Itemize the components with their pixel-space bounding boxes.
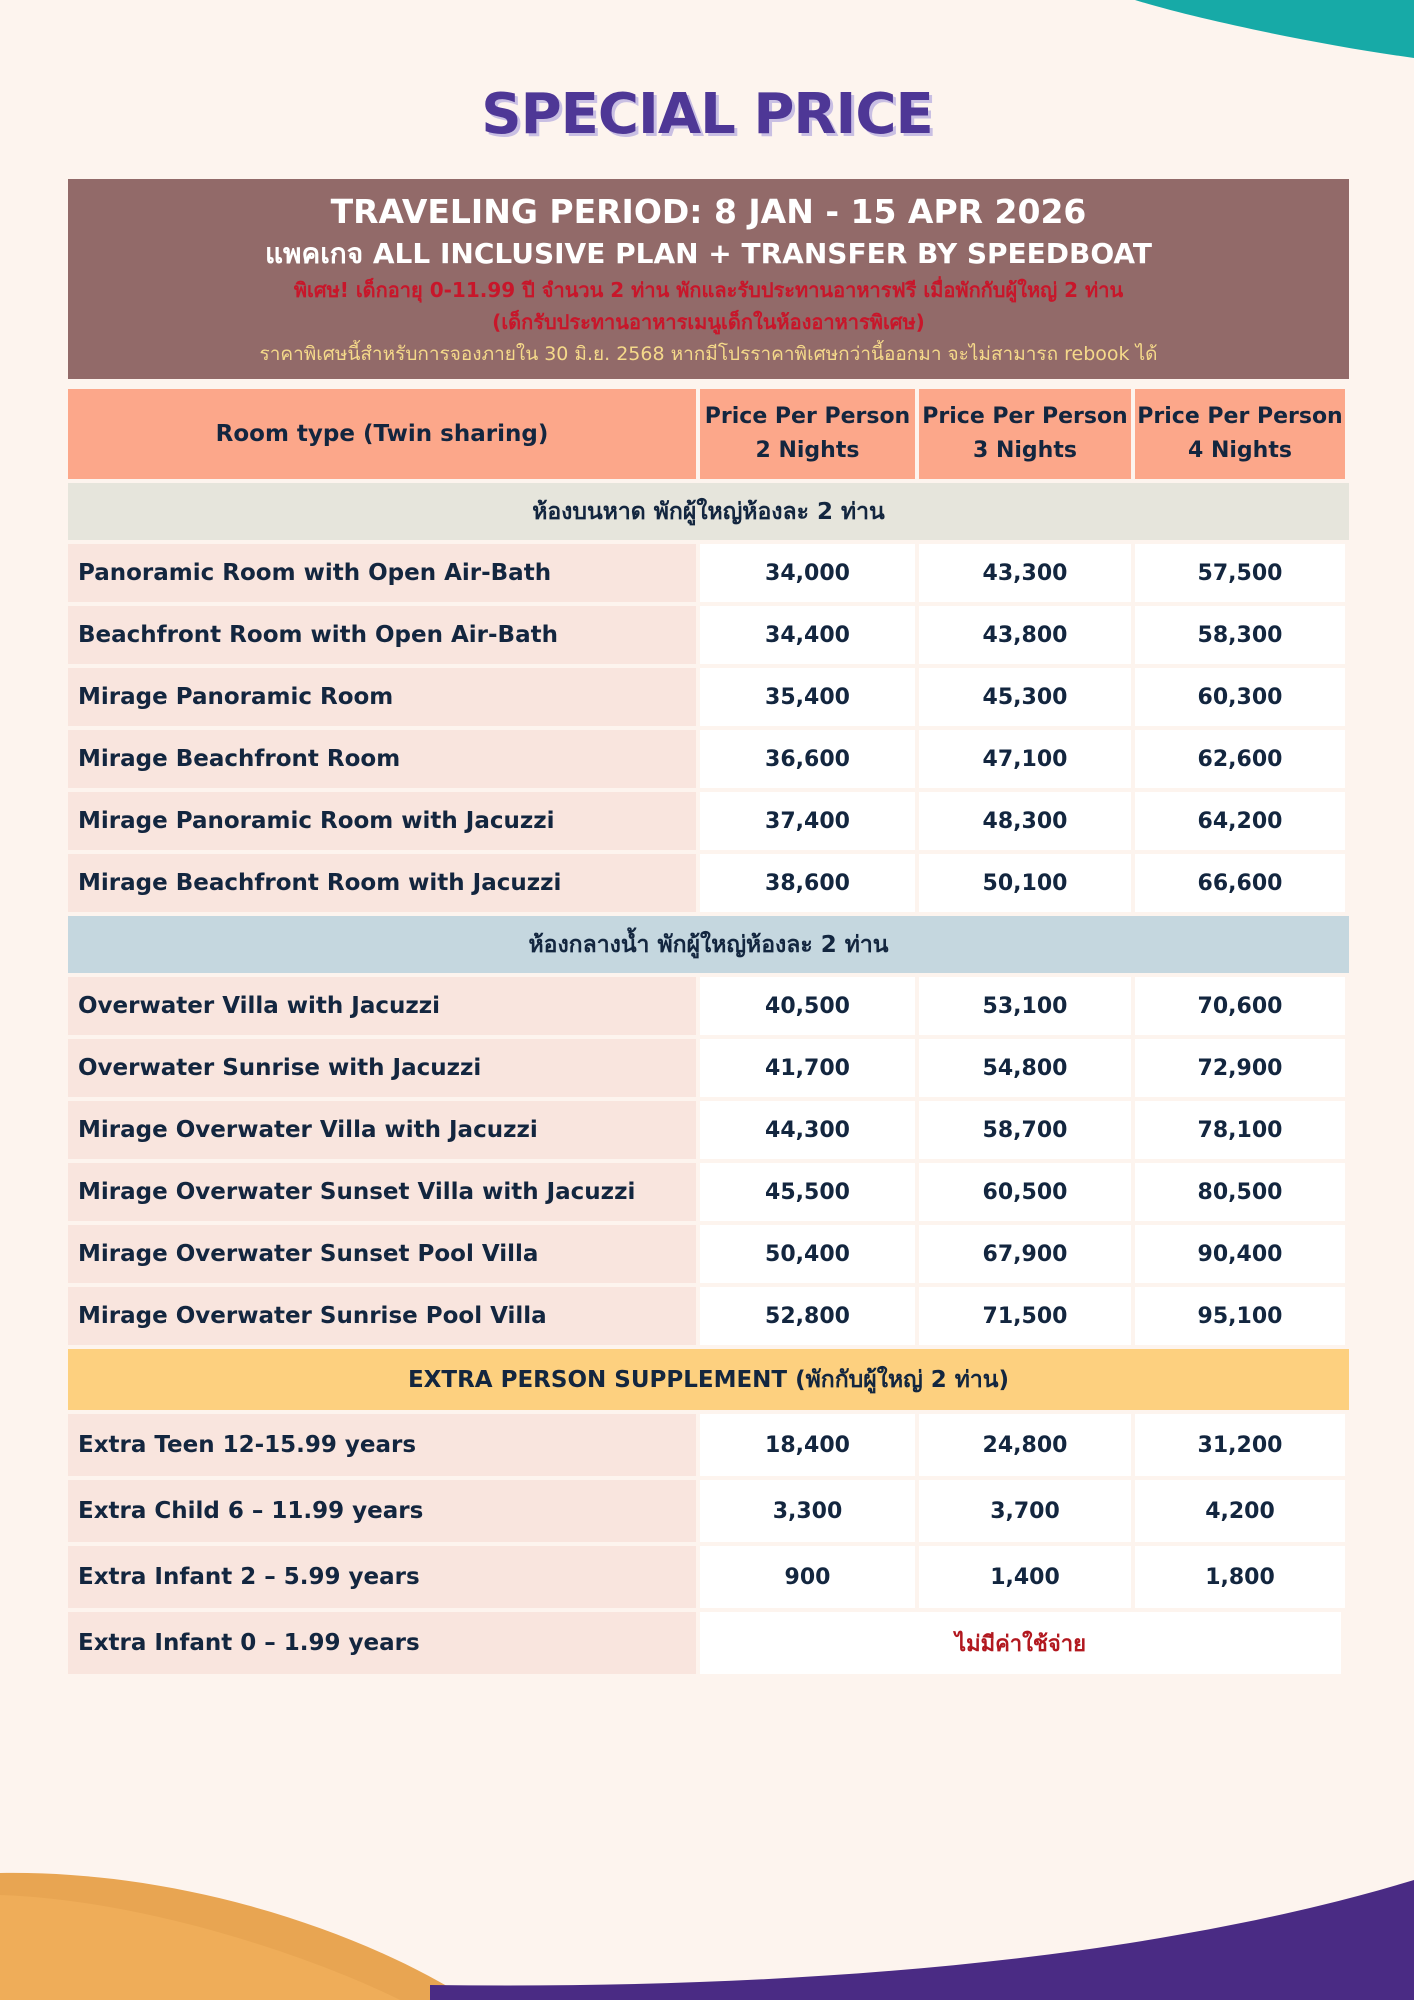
top-right-teal-wave xyxy=(1135,0,1414,58)
price-3-nights: 54,800 xyxy=(919,1039,1131,1097)
header-4-nights-line2: 4 Nights xyxy=(1188,438,1292,463)
header-4-nights xyxy=(1135,389,1345,479)
price-table xyxy=(68,389,1349,1678)
table-row xyxy=(68,730,1349,788)
table-row xyxy=(68,977,1349,1035)
price-4-nights: 70,600 xyxy=(1135,977,1345,1035)
bottom-orange-light-wave xyxy=(0,1895,400,2000)
price-2-nights: 34,000 xyxy=(700,544,915,602)
room-name: Mirage Overwater Sunrise Pool Villa xyxy=(68,1287,696,1345)
table-row xyxy=(68,1039,1349,1097)
table-row xyxy=(68,1612,1349,1674)
price-4-nights: 58,300 xyxy=(1135,606,1345,664)
table-row xyxy=(68,668,1349,726)
price-2-nights: 35,400 xyxy=(700,668,915,726)
table-row xyxy=(68,1546,1349,1608)
price-4-nights: 57,500 xyxy=(1135,544,1345,602)
price-3-nights: 67,900 xyxy=(919,1225,1131,1283)
table-row xyxy=(68,1414,1349,1476)
price-4-nights: 60,300 xyxy=(1135,668,1345,726)
table-row xyxy=(68,1480,1349,1542)
booking-note: ราคาพิเศษนี้สำหรับการจองภายใน 30 มิ.ย. 2568 หากมีโปรราคาพิเศษกว่านี้ออกมา จะไม่สามารถ rebook ได้ xyxy=(259,342,1158,365)
section-extra-person: EXTRA PERSON SUPPLEMENT (พักกับผู้ใหญ่ 2 ท่าน) xyxy=(68,1349,1349,1410)
package-name: แพคเกจ ALL INCLUSIVE PLAN + TRANSFER BY SPEEDBOAT xyxy=(264,236,1153,270)
price-4-nights: 62,600 xyxy=(1135,730,1345,788)
special-offer-line1: พิเศษ! เด็กอายุ 0-11.99 ปี จำนวน 2 ท่าน พักและรับประทานอาหารฟรี เมื่อพักกับผู้ใหญ่ 2 ท่าน xyxy=(293,277,1124,302)
room-name: Mirage Overwater Sunset Pool Villa xyxy=(68,1225,696,1283)
price-4-nights: 72,900 xyxy=(1135,1039,1345,1097)
price-3-nights: 48,300 xyxy=(919,792,1131,850)
table-row xyxy=(68,544,1349,602)
room-name: Mirage Beachfront Room with Jacuzzi xyxy=(68,854,696,912)
price-2-nights: 45,500 xyxy=(700,1163,915,1221)
price-2-nights: 40,500 xyxy=(700,977,915,1035)
table-row xyxy=(68,1225,1349,1283)
header-4-nights-line1: Price Per Person xyxy=(1137,404,1343,429)
price-3-nights: 53,100 xyxy=(919,977,1131,1035)
price-2-nights: 36,600 xyxy=(700,730,915,788)
bottom-orange-wave xyxy=(0,1873,470,2000)
free-of-charge-label: ไม่มีค่าใช้จ่าย xyxy=(700,1612,1341,1674)
header-3-nights-line2: 3 Nights xyxy=(973,438,1077,463)
header-2-nights-line2: 2 Nights xyxy=(755,438,860,463)
price-4-nights: 78,100 xyxy=(1135,1101,1345,1159)
price-3-nights: 60,500 xyxy=(919,1163,1131,1221)
price-2-nights: 37,400 xyxy=(700,792,915,850)
price-3-nights: 43,800 xyxy=(919,606,1131,664)
price-4-nights: 64,200 xyxy=(1135,792,1345,850)
room-name: Mirage Panoramic Room with Jacuzzi xyxy=(68,792,696,850)
price-4-nights: 4,200 xyxy=(1135,1480,1345,1542)
table-header-row xyxy=(68,389,1349,479)
price-4-nights: 1,800 xyxy=(1135,1546,1345,1608)
extra-person-type: Extra Infant 2 – 5.99 years xyxy=(68,1546,696,1608)
room-name: Overwater Villa with Jacuzzi xyxy=(68,977,696,1035)
extra-person-type: Extra Teen 12-15.99 years xyxy=(68,1414,696,1476)
special-offer-line2: (เด็กรับประทานอาหารเมนูเด็กในห้องอาหารพิเศษ) xyxy=(492,309,925,334)
price-2-nights: 18,400 xyxy=(700,1414,915,1476)
price-3-nights: 71,500 xyxy=(919,1287,1131,1345)
price-3-nights: 50,100 xyxy=(919,854,1131,912)
price-3-nights: 45,300 xyxy=(919,668,1131,726)
price-4-nights: 80,500 xyxy=(1135,1163,1345,1221)
table-row xyxy=(68,1287,1349,1345)
table-row xyxy=(68,606,1349,664)
room-name: Mirage Overwater Villa with Jacuzzi xyxy=(68,1101,696,1159)
price-2-nights: 900 xyxy=(700,1546,915,1608)
header-room-type: Room type (Twin sharing) xyxy=(68,389,696,479)
price-3-nights: 43,300 xyxy=(919,544,1131,602)
room-name: Mirage Beachfront Room xyxy=(68,730,696,788)
header-2-nights-line1: Price Per Person xyxy=(704,404,911,429)
price-4-nights: 66,600 xyxy=(1135,854,1345,912)
table-row xyxy=(68,792,1349,850)
price-4-nights: 95,100 xyxy=(1135,1287,1345,1345)
price-2-nights: 34,400 xyxy=(700,606,915,664)
price-2-nights: 41,700 xyxy=(700,1039,915,1097)
bottom-purple-wave xyxy=(430,1880,1414,2000)
price-3-nights: 3,700 xyxy=(919,1480,1131,1542)
room-name: Mirage Panoramic Room xyxy=(68,668,696,726)
section-overwater-rooms: ห้องกลางน้ำ พักผู้ใหญ่ห้องละ 2 ท่าน xyxy=(68,916,1349,973)
room-name: Overwater Sunrise with Jacuzzi xyxy=(68,1039,696,1097)
price-4-nights: 90,400 xyxy=(1135,1225,1345,1283)
extra-person-type: Extra Child 6 – 11.99 years xyxy=(68,1480,696,1542)
price-3-nights: 58,700 xyxy=(919,1101,1131,1159)
header-3-nights-line1: Price Per Person xyxy=(922,404,1128,429)
price-2-nights: 38,600 xyxy=(700,854,915,912)
room-name: Beachfront Room with Open Air-Bath xyxy=(68,606,696,664)
price-3-nights: 24,800 xyxy=(919,1414,1131,1476)
package-banner xyxy=(68,179,1349,379)
section-beach-rooms: ห้องบนหาด พักผู้ใหญ่ห้องละ 2 ท่าน xyxy=(68,483,1349,540)
header-2-nights xyxy=(700,389,915,479)
price-3-nights: 47,100 xyxy=(919,730,1131,788)
room-name: Mirage Overwater Sunset Villa with Jacuzzi xyxy=(68,1163,696,1221)
table-row xyxy=(68,1101,1349,1159)
header-3-nights xyxy=(919,389,1131,479)
table-row xyxy=(68,854,1349,912)
extra-person-type: Extra Infant 0 – 1.99 years xyxy=(68,1612,696,1674)
table-row xyxy=(68,1163,1349,1221)
price-3-nights: 1,400 xyxy=(919,1546,1131,1608)
traveling-period: TRAVELING PERIOD: 8 JAN - 15 APR 2026 xyxy=(330,191,1087,231)
price-2-nights: 52,800 xyxy=(700,1287,915,1345)
price-2-nights: 3,300 xyxy=(700,1480,915,1542)
price-2-nights: 50,400 xyxy=(700,1225,915,1283)
room-name: Panoramic Room with Open Air-Bath xyxy=(68,544,696,602)
price-2-nights: 44,300 xyxy=(700,1101,915,1159)
price-4-nights: 31,200 xyxy=(1135,1414,1345,1476)
page-title: SPECIAL PRICE xyxy=(481,82,933,147)
